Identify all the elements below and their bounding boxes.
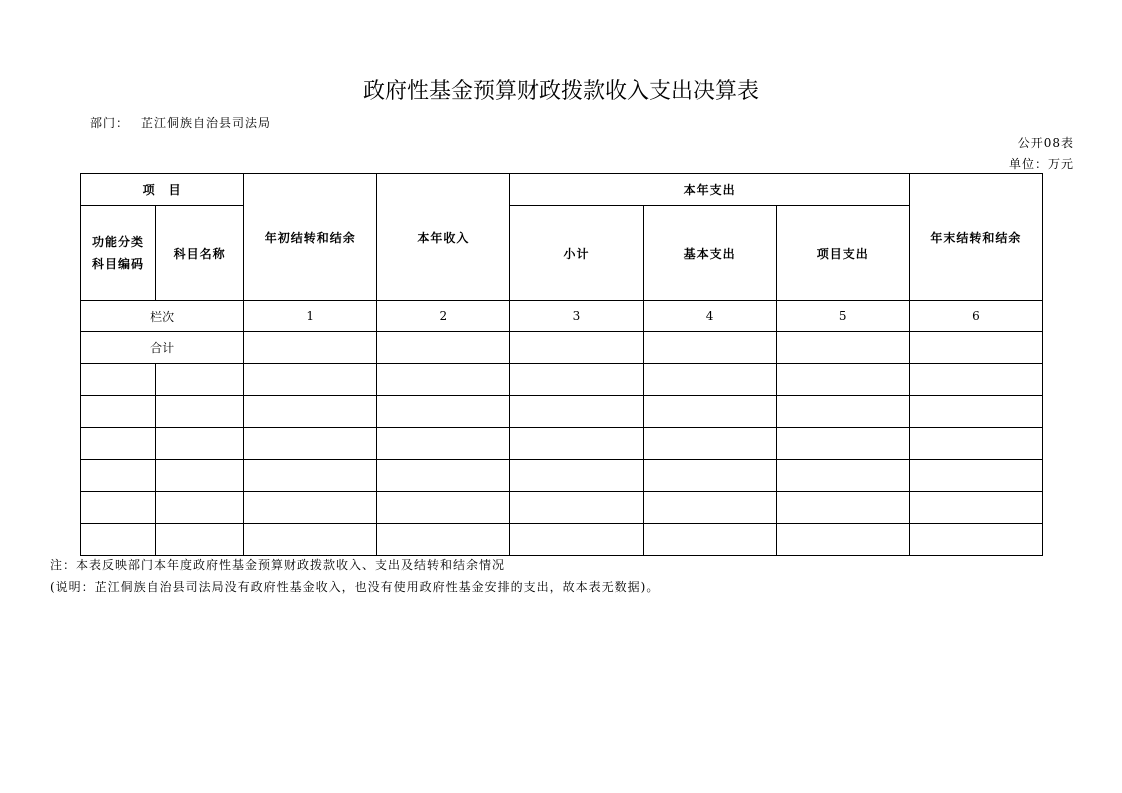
department-value: 芷江侗族自治县司法局 xyxy=(141,116,272,130)
header-project-exp: 项目支出 xyxy=(776,206,909,301)
table-cell xyxy=(156,492,244,524)
table-cell xyxy=(377,396,510,428)
col-num-2: 2 xyxy=(377,301,510,332)
table-cell xyxy=(377,428,510,460)
table-cell xyxy=(909,460,1042,492)
table-cell xyxy=(643,460,776,492)
table-cell xyxy=(156,524,244,556)
table-row xyxy=(81,428,1043,460)
note-line-2: (说明：芷江侗族自治县司法局没有政府性基金收入，也没有使用政府性基金安排的支出，故本表无数据)。 xyxy=(50,580,660,594)
column-number-row xyxy=(81,301,1043,332)
col-num-4: 4 xyxy=(643,301,776,332)
table-cell xyxy=(244,428,377,460)
header-subtotal: 小计 xyxy=(510,206,643,301)
table-cell xyxy=(81,428,156,460)
table-row xyxy=(81,460,1043,492)
table-cell xyxy=(510,364,643,396)
header-project: 项 目 xyxy=(81,174,244,206)
total-row xyxy=(81,332,1043,364)
table-cell xyxy=(643,428,776,460)
header-income: 本年收入 xyxy=(377,174,510,301)
table-cell xyxy=(776,428,909,460)
table-cell xyxy=(244,364,377,396)
table-cell xyxy=(81,460,156,492)
col-num-6: 6 xyxy=(909,301,1042,332)
table-cell xyxy=(81,364,156,396)
table-cell xyxy=(244,396,377,428)
total-label: 合计 xyxy=(81,332,244,364)
table-cell xyxy=(776,492,909,524)
table-cell xyxy=(156,396,244,428)
table-cell xyxy=(643,364,776,396)
table-cell xyxy=(909,364,1042,396)
department-label: 部门： xyxy=(90,116,130,130)
table-row xyxy=(81,492,1043,524)
table-cell xyxy=(776,524,909,556)
budget-table xyxy=(80,173,1043,556)
table-cell xyxy=(377,492,510,524)
col-row-label: 栏次 xyxy=(81,301,244,332)
table-cell xyxy=(643,492,776,524)
table-cell xyxy=(643,396,776,428)
table-cell xyxy=(510,428,643,460)
table-cell xyxy=(510,492,643,524)
table-cell xyxy=(244,332,377,364)
note-line-1: 注：本表反映部门本年度政府性基金预算财政拨款收入、支出及结转和结余情况 xyxy=(50,558,506,572)
table-cell xyxy=(156,428,244,460)
col-num-3: 3 xyxy=(510,301,643,332)
table-cell xyxy=(156,460,244,492)
table-cell xyxy=(909,524,1042,556)
table-row xyxy=(81,364,1043,396)
header-expense: 本年支出 xyxy=(510,174,909,206)
page-title: 政府性基金预算财政拨款收入支出决算表 xyxy=(362,79,759,104)
department-line xyxy=(90,114,271,131)
table-row xyxy=(81,524,1043,556)
table-cell xyxy=(643,332,776,364)
table-cell xyxy=(510,524,643,556)
table-cell xyxy=(81,524,156,556)
table-cell xyxy=(909,428,1042,460)
table-cell xyxy=(377,332,510,364)
table-cell xyxy=(776,396,909,428)
header-end-balance: 年末结转和结余 xyxy=(909,174,1042,301)
table-cell xyxy=(643,524,776,556)
table-cell xyxy=(909,492,1042,524)
col-num-1: 1 xyxy=(244,301,377,332)
table-row xyxy=(81,396,1043,428)
table-cell xyxy=(377,364,510,396)
table-cell xyxy=(244,524,377,556)
table-cell xyxy=(244,492,377,524)
form-code: 公开08表 xyxy=(1017,136,1074,150)
table-cell xyxy=(510,396,643,428)
header-basic: 基本支出 xyxy=(643,206,776,301)
table-cell xyxy=(510,332,643,364)
table-cell xyxy=(377,460,510,492)
table-cell xyxy=(776,460,909,492)
table-cell xyxy=(377,524,510,556)
header-func-code: 功能分类科目编码 xyxy=(81,206,156,301)
unit-label: 单位：万元 xyxy=(1008,157,1074,171)
header-begin-balance: 年初结转和结余 xyxy=(244,174,377,301)
table-cell xyxy=(81,396,156,428)
table-cell xyxy=(776,364,909,396)
table-cell xyxy=(510,460,643,492)
table-cell xyxy=(909,396,1042,428)
table-cell xyxy=(156,364,244,396)
table-cell xyxy=(81,492,156,524)
table-cell xyxy=(776,332,909,364)
col-num-5: 5 xyxy=(776,301,909,332)
header-subject-name: 科目名称 xyxy=(156,206,244,301)
table-cell xyxy=(244,460,377,492)
table-cell xyxy=(909,332,1042,364)
